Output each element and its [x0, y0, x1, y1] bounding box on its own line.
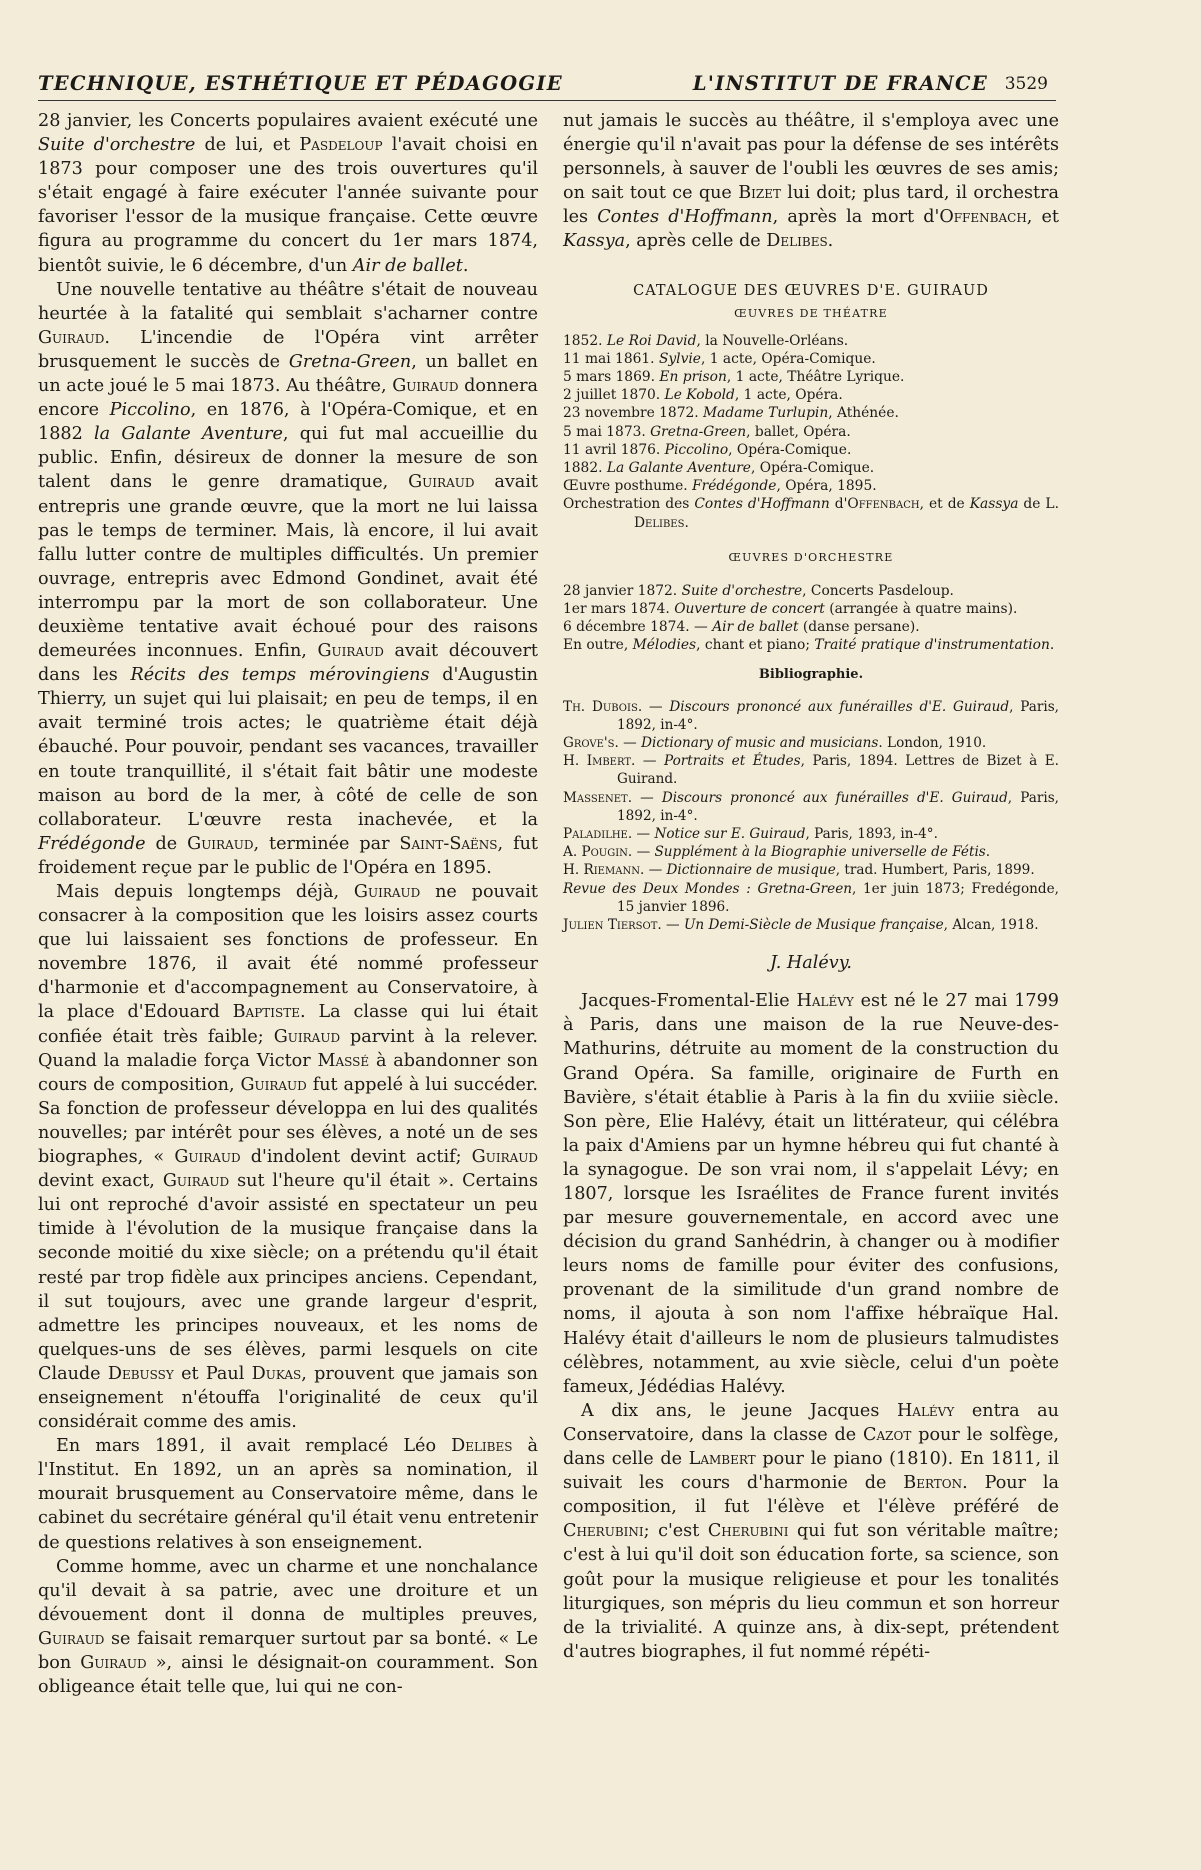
- bibliography-entry: Th. Dubois. — Discours prononcé aux funérailles d'E. Guiraud, Paris, 1892, in-4°.: [563, 698, 1060, 733]
- bibliography-title: Bibliographie.: [758, 666, 864, 682]
- list-item: En outre, Mélodies, chant et piano; Traité pratique d'instrumentation.: [563, 637, 1055, 654]
- bibliography-entry: H. Imbert. — Portraits et Études, Paris, 1894. Lettres de Bizet à E. Guirand.: [563, 753, 1059, 788]
- paragraph: 28 janvier, les Concerts populaires avaient exécuté une Suite d'orchestre de lui, et Pasdeloup l'avait choisi en 1873 pour composer une des trois ouvertures qu'il s'était engagé à faire exécuter l'année suivante pour favoriser l'essor de la musique française. Cette œuvre figura au programme du concert du 1er mars 1874, bientôt suivie, le 6 décembre, d'un Air de ballet.: [38, 111, 538, 276]
- list-item: 6 décembre 1874. — Air de ballet (danse persane).: [563, 619, 920, 636]
- list-item: 1882. La Galante Aventure, Opéra-Comique.: [563, 459, 875, 476]
- header-left-title: TECHNIQUE, ESTHÉTIQUE ET PÉDAGOGIE: [38, 72, 563, 95]
- theatre-works-list: [563, 332, 1059, 532]
- paragraph: A dix ans, le jeune Jacques Halévy entra au Conservatoire, dans la classe de Cazot pour le solfège, dans celle de Lambert pour le piano (1810). En 1811, il suivait les cours d'harmonie de Berton. Pour la composition, il fut l'élève et l'élève préféré de Cherubini; c'est Cherubini qui fut son véritable maître; c'est à lui qu'il doit son éducation forte, sa science, son goût pour la musique religieuse et pour les tonalités liturgiques, son mépris du lieu commun et son horreur de la trivialité. A quinze ans, à dix-sept, prétendent d'autres biographes, il fut nommé répéti-: [563, 1400, 1059, 1662]
- paragraph: Une nouvelle tentative au théâtre s'était de nouveau heurtée à la fatalité qui semblait s'acharner contre Guiraud. L'incendie de l'Opéra vint arrêter brusquement le succès de Gretna-Green, un ballet en un acte joué le 5 mai 1873. Au théâtre, Guiraud donnera encore Piccolino, en 1876, à l'Opéra-Comique, et en 1882 la Galante Aventure, qui fut mal accueillie du public. Enfin, désireux de donner la mesure de son talent dans le genre dramatique, Guiraud avait entrepris une grande œuvre, que la mort ne lui laissa pas le temps de terminer. Mais, là encore, il lui avait fallu lutter contre de multiples difficultés. Un premier ouvrage, entrepris avec Edmond Gondinet, avait été interrompu par la mort de son collaborateur. Une deuxième tentative avait échoué pour des raisons demeurées inconnues. Enfin, Guiraud avait découvert dans les Récits des temps mérovingiens d'Augustin Thierry, un sujet qui lui plaisait; en peu de temps, il en avait terminé trois actes; le quatrième était déjà ébauché. Pour pouvoir, pendant ses vacances, travailler en toute tranquillité, il s'était fait bâtir une modeste maison au bord de la mer, à côté de celle de son collaborateur. L'œuvre resta inachevée, et la Frédégonde de Guiraud, terminée par Saint-Saëns, fut froidement reçue par le public de l'Opéra en 1895.: [38, 279, 538, 878]
- catalogue-title: CATALOGUE DES ŒUVRES D'E. GUIRAUD: [633, 282, 989, 299]
- list-item: 1er mars 1874. Ouverture de concert (arrangée à quatre mains).: [563, 601, 1018, 617]
- list-item: 28 janvier 1872. Suite d'orchestre, Concerts Pasdeloup.: [563, 582, 954, 599]
- bibliography-entry: Massenet. — Discours prononcé aux funérailles d'E. Guiraud, Paris, 1892, in-4°.: [563, 789, 1060, 824]
- catalogue-subheading-theatre: ŒUVRES DE THÉATRE: [734, 306, 888, 320]
- header-right-title: L'INSTITUT DE FRANCE: [692, 72, 988, 95]
- page-number: 3529: [1004, 74, 1048, 94]
- list-item: 23 novembre 1872. Madame Turlupin, Athénée.: [563, 405, 899, 422]
- list-item: 1852. Le Roi David, la Nouvelle-Orléans.: [563, 332, 849, 349]
- section-title: J. Halévy.: [770, 953, 852, 974]
- list-item: 5 mars 1869. En prison, 1 acte, Théâtre Lyrique.: [563, 368, 905, 385]
- paragraph: Comme homme, avec un charme et une nonchalance qu'il devait à sa patrie, avec une droiture et un dévouement dont il donna de multiples preuves, Guiraud se faisait remarquer surtout par sa bonté. « Le bon Guiraud », ainsi le désignait-on couramment. Son obligeance était telle que, lui qui ne con-: [38, 1556, 538, 1698]
- list-item: 11 mai 1861. Sylvie, 1 acte, Opéra-Comique.: [563, 350, 876, 367]
- orchestral-works-list: [563, 582, 1059, 655]
- list-item: 5 mai 1873. Gretna-Green, ballet, Opéra.: [563, 423, 851, 440]
- bibliography-entry: A. Pougin. — Supplément à la Biographie universelle de Fétis.: [563, 844, 991, 861]
- running-header: [38, 72, 1048, 102]
- list-item: Œuvre posthume. Frédégonde, Opéra, 1895.: [563, 478, 877, 495]
- paragraph: Jacques-Fromental-Elie Halévy est né le 27 mai 1799 à Paris, dans une maison de la rue Neuve-des-Mathurins, détruite au moment de la construction du Grand Opéra. Sa famille, originaire de Furth en Bavière, s'était établie à Paris à la fin du xviiie siècle. Son père, Elie Halévy, était un littérateur, qui célébra la paix d'Amiens par un hymne hébreu qui fut chanté à la synagogue. De son vrai nom, il s'appelait Lévy; en 1807, lorsque les Israélites de France furent invités par mesure gouvernementale, en accord avec une décision du grand Sanhédrin, à changer ou à modifier leurs noms de famille pour éviter des confusions, provenant de la similitude d'un grand nombre de noms, il ajouta à son nom l'affixe hébraïque Hal. Halévy était d'ailleurs le nom de plusieurs talmudistes célèbres, notamment, au xvie siècle, celui d'un poète fameux, Jédédias Halévy.: [563, 991, 1060, 1397]
- paragraph: nut jamais le succès au théâtre, il s'employa avec une énergie qu'il n'avait pas pour la défense de ses intérêts personnels, à sauver de l'oubli les œuvres de ses amis; on sait tout ce que Bizet lui doit; plus tard, il orchestra les Contes d'Hoffmann, après la mort d'Offenbach, et Kassya, après celle de Delibes.: [563, 111, 1060, 252]
- bibliography-entry: H. Riemann. — Dictionnaire de musique, trad. Humbert, Paris, 1899.: [563, 862, 1035, 879]
- bibliography-list: [563, 698, 1059, 935]
- left-column: [38, 109, 538, 1699]
- list-item: 11 avril 1876. Piccolino, Opéra-Comique.: [563, 441, 852, 458]
- catalogue-subheading-orchestre: ŒUVRES D'ORCHESTRE: [728, 550, 894, 564]
- header-rule: [38, 100, 1056, 101]
- bibliography-entry: Grove's. — Dictionary of music and musicians. London, 1910.: [563, 735, 987, 752]
- right-column: [563, 109, 1059, 1664]
- bibliography-entry: Paladilhe. — Notice sur E. Guiraud, Paris, 1893, in-4°.: [563, 826, 938, 843]
- paragraph: Mais depuis longtemps déjà, Guiraud ne pouvait consacrer à la composition que les loisirs assez courts que lui laissaient ses fonctions de professeur. En novembre 1876, il avait été nommé professeur d'harmonie et d'accompagnement au Conservatoire, à la place d'Edouard Baptiste. La classe qui lui était confiée était très faible; Guiraud parvint à la relever. Quand la maladie força Victor Massé à abandonner son cours de composition, Guiraud fut appelé à lui succéder. Sa fonction de professeur développa en lui des qualités nouvelles; par intérêt pour ses élèves, a noté un de ses biographes, « Guiraud d'indolent devint actif; Guiraud devint exact, Guiraud sut l'heure qu'il était ». Certains lui ont reproché d'avoir assisté en spectateur un peu timide à l'évolution de la musique française dans la seconde moitié du xixe siècle; on a prétendu qu'il était resté par trop fidèle aux principes anciens. Cependant, il sut toujours, avec une grande largeur d'esprit, admettre les principes nouveaux, et les noms de quelques-uns de ses élèves, parmi lesquels on cite Claude Debussy et Paul Dukas, prouvent que jamais son enseignement n'étouffa l'originalité de ceux qu'il considérait comme des amis.: [38, 882, 539, 1433]
- list-item: Orchestration des Contes d'Hoffmann d'Offenbach, et de Kassya de L. Delibes.: [563, 496, 1059, 531]
- bibliography-entry: Revue des Deux Mondes : Gretna-Green, 1er juin 1873; Fredégonde, 15 janvier 1896.: [563, 880, 1059, 915]
- list-item: 2 juillet 1870. Le Kobold, 1 acte, Opéra.: [563, 387, 843, 404]
- paragraph: En mars 1891, il avait remplacé Léo Delibes à l'Institut. En 1892, un an après sa nomination, il mourait brusquement au Conservatoire même, dans le cabinet du secrétaire général qu'il était venu entretenir de questions relatives à son enseignement.: [38, 1436, 538, 1553]
- bibliography-entry: Julien Tiersot. — Un Demi-Siècle de Musique française, Alcan, 1918.: [563, 917, 1039, 934]
